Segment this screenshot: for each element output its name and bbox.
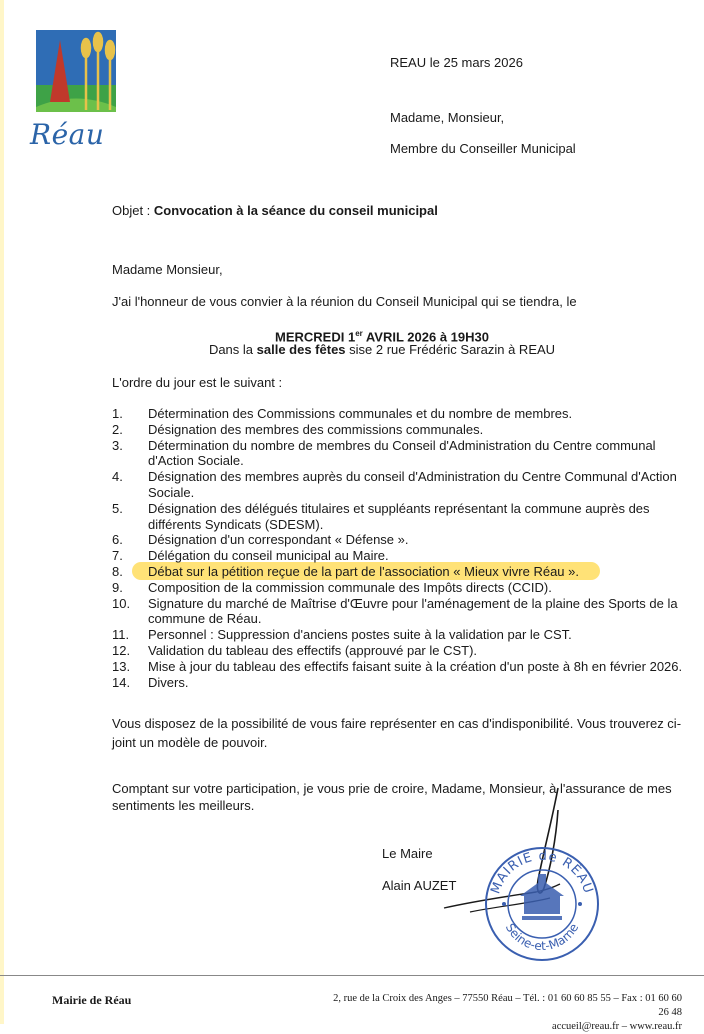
- object-label: Objet :: [112, 203, 151, 218]
- official-stamp: [482, 844, 602, 964]
- stamp-bottom-text: Seine-et-Marne: [502, 921, 582, 954]
- agenda-item-number: 13.: [112, 658, 131, 674]
- agenda-item-text: Composition de la commission communale des Impôts directs (CCID).: [148, 579, 552, 595]
- agenda-item-number: 5.: [112, 500, 123, 516]
- agenda-item-number: 8.: [112, 563, 123, 579]
- agenda-item-number: 6.: [112, 532, 123, 548]
- agenda-item-text: Détermination des Commissions communales et du nombre de membres.: [148, 406, 573, 421]
- agenda-item-text: Divers.: [148, 674, 189, 690]
- agenda-item: [112, 659, 692, 675]
- object-text: Convocation à la séance du conseil municipal: [153, 203, 438, 218]
- svg-text:Seine-et-Marne: [503, 921, 581, 953]
- agenda-item: [112, 438, 692, 470]
- signature-title: Le Maire: [382, 846, 433, 861]
- agenda-item-text: Désignation des membres des commissions communales.: [148, 421, 484, 437]
- agenda-item-number: 10.: [112, 595, 131, 611]
- agenda-item: [112, 532, 692, 548]
- recipient-line-2: Membre du Conseiller Municipal: [390, 141, 576, 156]
- meeting-place-prefix: Dans la: [208, 342, 257, 357]
- margin-line: [0, 0, 4, 1024]
- closing-paragraph: Comptant sur votre participation, je vous prie de croire, Madame, Monsieur, à l'assurance de mes sentiments les meilleurs.: [112, 781, 672, 813]
- agenda-item-text: Désignation d'un correspondant « Défense ».: [148, 532, 409, 548]
- meeting-date-prefix: MERCREDI 1: [275, 329, 356, 345]
- agenda-item: [112, 469, 692, 501]
- logo-wordmark: Réau: [30, 118, 105, 151]
- footer-divider: [0, 975, 704, 976]
- agenda-item: [112, 643, 692, 659]
- agenda-item-text: Délégation du conseil municipal au Maire.: [148, 548, 389, 564]
- agenda-item-number: 7.: [112, 548, 123, 564]
- agenda-item-text: Débat sur la pétition reçue de la part de l'association « Mieux vivre Réau ».: [148, 563, 579, 579]
- agenda-item-number: 11.: [112, 627, 130, 643]
- representation-paragraph: Vous disposez de la possibilité de vous faire représenter en cas d'indisponibilité. Vous trouverez ci-joint un modèle de pouvoir.: [112, 716, 682, 750]
- agenda-item-text: Désignation des délégués titulaires et suppléants représentant la commune auprès des différents Syndicats (SDESM).: [148, 500, 650, 532]
- agenda-item-number: 2.: [112, 421, 123, 437]
- object-line: [112, 203, 438, 219]
- stamp-top-text: MAIRIE de RÉAU: [488, 848, 596, 896]
- agenda-item-text: Personnel : Suppression d'anciens postes suite à la validation par le CST.: [148, 627, 572, 643]
- meeting-place-bold: salle des fêtes: [256, 342, 346, 357]
- intro-paragraph: J'ai l'honneur de vous convier à la réunion du Conseil Municipal qui se tiendra, le: [112, 294, 577, 309]
- meeting-place: [112, 342, 652, 358]
- agenda-item: [112, 422, 692, 438]
- footer-address-block: [320, 992, 682, 1034]
- agenda-item: [112, 627, 692, 643]
- meeting-place-suffix: sise 2 rue Frédéric Sarazin à REAU: [345, 342, 556, 357]
- agenda-item-number: 9.: [112, 579, 123, 595]
- meeting-date-suffix: AVRIL 2026 à 19H30: [362, 329, 489, 345]
- recipient-line-1: Madame, Monsieur,: [390, 110, 505, 125]
- stamp-graphic: [482, 844, 602, 964]
- agenda-item-text: Mise à jour du tableau des effectifs faisant suite à la création d'un poste à 8h en février 2026.: [148, 658, 683, 674]
- date-line: REAU le 25 mars 2026: [390, 55, 523, 70]
- agenda-item-number: 14.: [112, 674, 131, 690]
- logo-graphic: [28, 30, 123, 130]
- agenda-item-number: 3.: [112, 437, 123, 453]
- footer-org: Mairie de Réau: [52, 993, 132, 1007]
- agenda-item: [112, 501, 692, 533]
- agenda-item: [112, 564, 692, 580]
- footer-address: 2, rue de la Croix des Anges – 77550 Réau – Tél. : 01 60 60 85 55 – Fax : 01 60 60 26 48: [333, 993, 682, 1018]
- agenda-item-number: 4.: [112, 469, 123, 485]
- agenda-item-number: 12.: [112, 642, 131, 658]
- salutation: Madame Monsieur,: [112, 262, 223, 277]
- agenda-item: [112, 675, 692, 691]
- agenda-item-text: Détermination du nombre de membres du Conseil d'Administration du Centre communal d'Action Sociale.: [148, 437, 656, 469]
- agenda-item: [112, 596, 692, 628]
- agenda-item-text: Signature du marché de Maîtrise d'Œuvre pour l'aménagement de la plaine des Sports de la commune de Réau.: [148, 595, 678, 627]
- meeting-date-sup: er: [355, 329, 363, 338]
- agenda-item-text: Désignation des membres auprès du conseil d'Administration du Centre Communal d'Action Sociale.: [148, 469, 677, 500]
- agenda-list: [112, 406, 692, 690]
- town-logo: [28, 30, 123, 160]
- agenda-item-number: 1.: [112, 406, 123, 421]
- signature-name: Alain AUZET: [382, 878, 457, 893]
- agenda-item: [112, 406, 692, 422]
- footer-contact: accueil@reau.fr – www.reau.fr: [552, 1021, 682, 1032]
- agenda-item-text: Validation du tableau des effectifs (approuvé par le CST).: [148, 642, 478, 658]
- agenda-intro: L'ordre du jour est le suivant :: [112, 375, 283, 390]
- agenda-item: [112, 580, 692, 596]
